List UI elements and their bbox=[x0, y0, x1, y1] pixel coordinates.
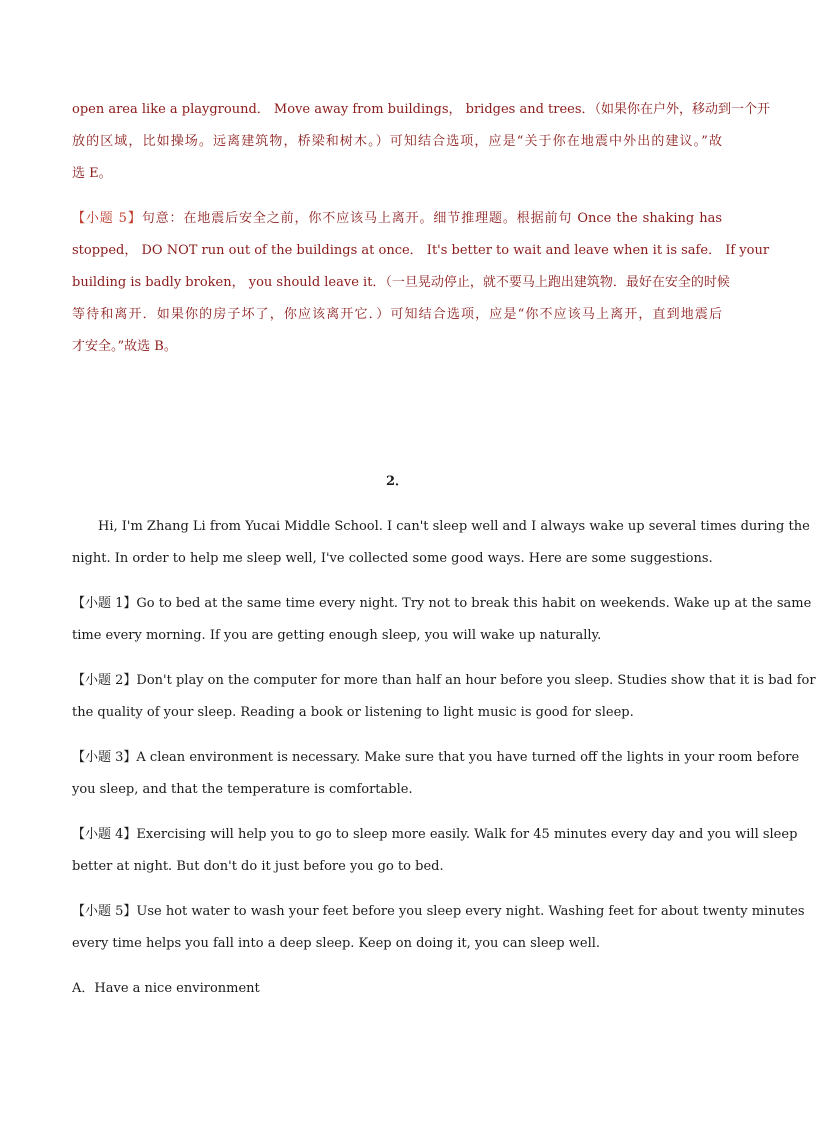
text-line: 放的区域，比如操场。远离建筑物，桥梁和树木。）可知结合选项，应是“关于你在地震中外出的建议。”故 bbox=[72, 134, 722, 149]
text-line: 【小题 5】句意：在地震后安全之前，你不应该马上离开。细节推理题。根据前句 Once the shaking has bbox=[72, 211, 722, 226]
text-line: you sleep, and that the temperature is comfortable. bbox=[72, 782, 413, 797]
question-marker: 【小题 1】 bbox=[72, 596, 137, 611]
section-number: 2． bbox=[385, 474, 409, 489]
text-line: 等待和离开．如果你的房子坏了，你应该离开它．）可知结合选项，应是“你不应该马上离开，直到地震后 bbox=[72, 307, 722, 322]
passage-item-2 bbox=[72, 665, 816, 729]
text-line: open area like a playground． Move away from buildings， bridges and trees．（如果你在户外，移动到一个开 bbox=[72, 102, 771, 117]
text-line: 才安全。”故选 B。 bbox=[72, 339, 177, 354]
answer-explanation-4 bbox=[72, 94, 771, 190]
text-line: Hi, I'm Zhang Li from Yucai Middle School. I can't sleep well and I always wake up several times during the bbox=[98, 519, 810, 534]
question-marker: 【小题 4】 bbox=[72, 827, 137, 842]
text-line: 【小题 1】Go to bed at the same time every night. Try not to break this habit on weekends. Wake up at the same bbox=[72, 596, 812, 611]
passage-item-3 bbox=[72, 742, 800, 806]
option-text: A．Have a nice environment bbox=[72, 981, 260, 996]
passage-item-5 bbox=[72, 896, 805, 960]
text-line: time every morning. If you are getting enough sleep, you will wake up naturally. bbox=[72, 628, 602, 643]
question-marker: 【小题 3】 bbox=[72, 750, 137, 765]
text-line: 【小题 3】A clean environment is necessary. Make sure that you have turned off the lights in your room before bbox=[72, 750, 800, 765]
text-line: every time helps you fall into a deep sleep. Keep on doing it, you can sleep well. bbox=[72, 936, 601, 951]
answer-explanation-5 bbox=[72, 203, 770, 363]
text-line: better at night. But don't do it just before you go to bed. bbox=[72, 859, 444, 874]
passage-item-1 bbox=[72, 588, 812, 652]
passage-item-4 bbox=[72, 819, 798, 883]
text-line: 【小题 4】Exercising will help you to go to sleep more easily. Walk for 45 minutes every day and you will sleep bbox=[72, 827, 798, 842]
question-marker: 【小题 5】 bbox=[72, 211, 142, 226]
text-line: 【小题 2】Don't play on the computer for more than half an hour before you sleep. Studies show that it is bad for bbox=[72, 673, 816, 688]
text-line: 选 E。 bbox=[72, 166, 112, 181]
text-line: 【小题 5】Use hot water to wash your feet before you sleep every night. Washing feet for about twenty minutes bbox=[72, 904, 805, 919]
passage-intro bbox=[72, 511, 810, 575]
option-a bbox=[72, 973, 722, 1005]
question-marker: 【小题 2】 bbox=[72, 673, 137, 688]
text-line: building is badly broken， you should leave it．（一旦晃动停止，就不要马上跑出建筑物．最好在安全的时候 bbox=[72, 275, 730, 290]
text-line: night. In order to help me sleep well, I've collected some good ways. Here are some suggestions. bbox=[72, 551, 713, 566]
text-line: stopped， DO NOT run out of the buildings at once． It's better to wait and leave when it is safe． If your bbox=[72, 243, 770, 258]
question-marker: 【小题 5】 bbox=[72, 904, 137, 919]
text-line: the quality of your sleep. Reading a book or listening to light music is good for sleep. bbox=[72, 705, 634, 720]
